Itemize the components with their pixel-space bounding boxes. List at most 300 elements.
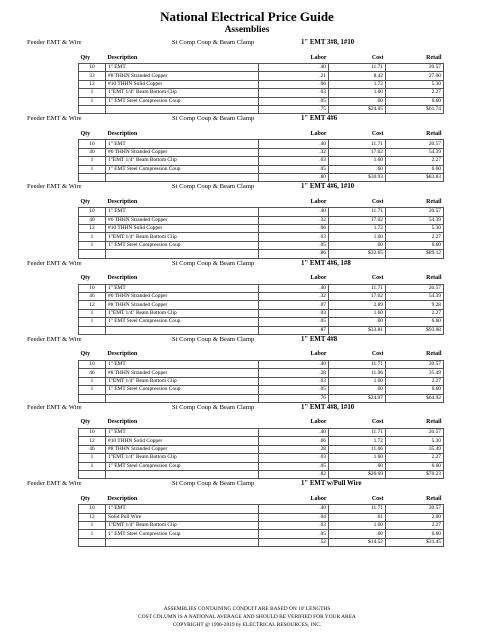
table-header-row: [79, 418, 444, 429]
total-labor: .76: [259, 394, 329, 402]
table-row: [79, 360, 444, 368]
table-header-row: [79, 129, 444, 140]
cell-labor: .07: [259, 301, 329, 309]
cell-description: 1" EMT Steel Compression Coup: [106, 165, 259, 173]
cell-qty: 10: [79, 64, 106, 72]
cell-qty: 10: [79, 428, 106, 436]
section-assembly-name: 1" EMT w/Pull Wire: [301, 480, 362, 488]
cell-qty: 1: [79, 318, 106, 326]
cell-cost: 11.06: [329, 445, 386, 453]
assembly-section: [0, 38, 494, 114]
table-row: [79, 80, 444, 88]
table-row: [79, 140, 444, 148]
total-row: [79, 470, 444, 478]
section-category: Feeder EMT & Wire: [27, 39, 82, 46]
cell-cost: 11.71: [329, 64, 386, 72]
total-labor: .87: [259, 326, 329, 334]
cell-qty: 1: [79, 241, 106, 249]
cell-qty: 12: [79, 80, 106, 88]
table-header-row: [79, 350, 444, 361]
cell-labor: .05: [259, 530, 329, 538]
section-header: [0, 479, 494, 490]
total-labor: .82: [259, 470, 329, 478]
cell-qty: 1: [79, 97, 106, 105]
column-header-cost: Cost: [371, 130, 384, 137]
table-row: [79, 530, 444, 538]
total-spacer: [106, 105, 259, 113]
cell-labor: .28: [259, 369, 329, 377]
total-row: [79, 326, 444, 334]
cell-qty: 12: [79, 301, 106, 309]
section-assembly-name: 1" EMT 4#8, 1#10: [301, 403, 355, 411]
table-row: [79, 445, 444, 453]
cell-retail: 2.27: [386, 309, 444, 317]
cell-retail: 2.27: [386, 89, 444, 97]
table-row: [79, 293, 444, 301]
column-header-labor: Labor: [310, 419, 327, 426]
cell-qty: 10: [79, 505, 106, 513]
assembly-table: [78, 494, 444, 547]
cell-cost: 1.72: [329, 437, 386, 445]
section-assembly-name: 1" EMT 3#8, 1#10: [301, 39, 355, 46]
cell-retail: 27.00: [386, 72, 444, 80]
cell-retail: 2.00: [386, 513, 444, 521]
cell-cost: 1.60: [329, 157, 386, 165]
total-spacer: [79, 470, 106, 478]
cell-labor: .28: [259, 445, 329, 453]
cell-cost: 11.71: [329, 140, 386, 148]
cell-description: 1"EMT 1/4" Beam Bottom Clip: [106, 309, 259, 317]
cell-qty: 46: [79, 445, 106, 453]
total-row: [79, 250, 444, 258]
assembly-section: [0, 479, 494, 547]
cell-labor: .06: [259, 225, 329, 233]
total-spacer: [79, 394, 106, 402]
total-spacer: [106, 538, 259, 546]
cell-retail: 20.57: [386, 428, 444, 436]
cell-description: 1" EMT: [106, 284, 259, 292]
cell-labor: .32: [259, 148, 329, 156]
section-category: Feeder EMT & Wire: [27, 403, 82, 411]
column-header-retail: Retail: [426, 54, 442, 61]
column-header-retail: Retail: [426, 495, 442, 502]
cell-cost: 11.71: [329, 505, 386, 513]
cell-cost: 8.42: [329, 72, 386, 80]
cell-labor: .21: [259, 72, 329, 80]
cell-labor: .40: [259, 208, 329, 216]
total-retail: $61.74: [386, 105, 444, 113]
cell-qty: 1: [79, 462, 106, 470]
cell-retail: 5.30: [386, 437, 444, 445]
cell-retail: 6.60: [386, 241, 444, 249]
cell-labor: .05: [259, 462, 329, 470]
assembly-table: [78, 129, 444, 182]
total-spacer: [79, 326, 106, 334]
column-header-qty: Qty: [80, 495, 91, 502]
cell-description: 1" EMT: [106, 64, 259, 72]
cell-qty: 46: [79, 369, 106, 377]
cell-qty: 10: [79, 284, 106, 292]
assembly-table: [78, 350, 444, 403]
table-row: [79, 97, 444, 105]
section-header: [0, 403, 494, 414]
cell-retail: 6.60: [386, 318, 444, 326]
cell-qty: 12: [79, 513, 106, 521]
column-header-qty: Qty: [80, 130, 91, 137]
cell-qty: 1: [79, 165, 106, 173]
cell-description: 1"EMT 1/4" Beam Bottom Clip: [106, 89, 259, 97]
cell-retail: 20.57: [386, 505, 444, 513]
cell-qty: 1: [79, 454, 106, 462]
cell-description: #8 THHN Stranded Copper: [106, 301, 259, 309]
cell-cost: 1.60: [329, 233, 386, 241]
cell-labor: .03: [259, 377, 329, 385]
cell-description: 1" EMT: [106, 360, 259, 368]
table-row: [79, 522, 444, 530]
cell-description: #10 THHN Solid Copper: [106, 80, 259, 88]
table-row: [79, 454, 444, 462]
section-fitting: St Comp Coup & Beam Clamp: [172, 39, 255, 46]
cell-cost: 1.72: [329, 225, 386, 233]
cell-retail: 20.57: [386, 360, 444, 368]
section-category: Feeder EMT & Wire: [27, 480, 82, 488]
cell-cost: .61: [329, 513, 386, 521]
cell-retail: 54.39: [386, 293, 444, 301]
cell-qty: 46: [79, 293, 106, 301]
total-retail: $70.23: [386, 470, 444, 478]
cell-cost: 1.60: [329, 522, 386, 530]
section-header: [0, 259, 494, 270]
cell-cost: 11.06: [329, 369, 386, 377]
table-row: [79, 505, 444, 513]
cell-labor: .40: [259, 360, 329, 368]
cell-retail: 2.27: [386, 522, 444, 530]
table-header-row: [79, 494, 444, 505]
cell-description: #10 THHN Solid Copper: [106, 437, 259, 445]
cell-description: #6 THHN Stranded Copper: [106, 148, 259, 156]
footer-note-lengths: ASSEMBLIES CONTAINING CONDUIT ARE BASED ON 10' LENGTHS: [163, 606, 331, 612]
cell-description: 1"EMT 1/4" Beam Bottom Clip: [106, 377, 259, 385]
table-row: [79, 165, 444, 173]
cell-description: 1" EMT Steel Compression Coup: [106, 318, 259, 326]
cell-labor: .04: [259, 513, 329, 521]
section-fitting: St Comp Coup & Beam Clamp: [172, 259, 255, 267]
column-header-cost: Cost: [371, 275, 384, 282]
section-category: Feeder EMT & Wire: [27, 115, 82, 123]
total-cost: $24.05: [329, 105, 386, 113]
cell-cost: 17.02: [329, 293, 386, 301]
column-header-labor: Labor: [310, 275, 327, 282]
cell-labor: .40: [259, 64, 329, 72]
cell-retail: 35.49: [386, 445, 444, 453]
total-spacer: [106, 394, 259, 402]
table-row: [79, 284, 444, 292]
total-spacer: [79, 538, 106, 546]
cell-qty: 1: [79, 530, 106, 538]
cell-description: 1" EMT Steel Compression Coup: [106, 97, 259, 105]
cell-cost: .60: [329, 241, 386, 249]
column-header-qty: Qty: [80, 351, 91, 358]
cell-description: 1" EMT: [106, 140, 259, 148]
column-header-cost: Cost: [371, 351, 384, 358]
cell-retail: 20.57: [386, 64, 444, 72]
total-spacer: [79, 105, 106, 113]
total-row: [79, 105, 444, 113]
table-row: [79, 301, 444, 309]
cell-cost: .60: [329, 462, 386, 470]
cell-cost: .60: [329, 318, 386, 326]
cell-labor: .40: [259, 505, 329, 513]
cell-qty: 40: [79, 216, 106, 224]
column-header-description: Description: [107, 495, 138, 502]
table-row: [79, 386, 444, 394]
cell-retail: 20.57: [386, 208, 444, 216]
cell-qty: 1: [79, 377, 106, 385]
table-row: [79, 241, 444, 249]
cell-qty: 12: [79, 437, 106, 445]
assembly-sections: [0, 38, 494, 547]
section-assembly-name: 1" EMT 4#8: [301, 335, 338, 343]
column-header-description: Description: [107, 351, 138, 358]
cell-labor: .03: [259, 157, 329, 165]
footer-copyright: COPYRIGHT @ 1996-2019 by ELECTRICAL RESOURCES, INC.: [172, 622, 322, 628]
cell-labor: .40: [259, 140, 329, 148]
assembly-section: [0, 182, 494, 258]
table-row: [79, 513, 444, 521]
table-row: [79, 208, 444, 216]
total-cost: $14.52: [329, 538, 386, 546]
section-header: [0, 335, 494, 346]
section-fitting: St Comp Coup & Beam Clamp: [172, 115, 255, 123]
cell-retail: 2.27: [386, 157, 444, 165]
section-header: [0, 182, 494, 193]
cell-cost: .60: [329, 530, 386, 538]
column-header-qty: Qty: [80, 54, 91, 61]
total-labor: .52: [259, 538, 329, 546]
column-header-description: Description: [107, 54, 138, 61]
cell-description: #10 THHN Solid Copper: [106, 225, 259, 233]
table-row: [79, 225, 444, 233]
total-cost: $32.65: [329, 250, 386, 258]
total-retail: $31.45: [386, 538, 444, 546]
cell-description: 1" EMT: [106, 428, 259, 436]
total-row: [79, 173, 444, 181]
cell-description: 1" EMT Steel Compression Coup: [106, 386, 259, 394]
table-row: [79, 309, 444, 317]
table-row: [79, 89, 444, 97]
column-header-labor: Labor: [310, 495, 327, 502]
cell-labor: .03: [259, 89, 329, 97]
total-spacer: [79, 250, 106, 258]
column-header-labor: Labor: [310, 54, 327, 61]
cell-qty: 1: [79, 89, 106, 97]
assembly-table: [78, 418, 444, 479]
column-header-cost: Cost: [371, 54, 384, 61]
cell-cost: 1.72: [329, 80, 386, 88]
column-header-qty: Qty: [80, 275, 91, 282]
footer-note-cost: COST COLUMN IS A NATIONAL AVERAGE AND SHOULD BE VERIFIED FOR YOUR AREA: [138, 614, 356, 620]
cell-labor: .05: [259, 97, 329, 105]
cell-cost: 1.60: [329, 309, 386, 317]
cell-retail: 6.60: [386, 530, 444, 538]
assembly-table: [78, 53, 444, 114]
cell-labor: .05: [259, 165, 329, 173]
cell-description: #6 THHN Stranded Copper: [106, 216, 259, 224]
table-row: [79, 462, 444, 470]
cell-description: 1"EMT 1/4" Beam Bottom Clip: [106, 157, 259, 165]
page-title: National Electrical Price Guide: [160, 9, 334, 24]
cell-cost: 11.71: [329, 428, 386, 436]
cell-cost: .60: [329, 97, 386, 105]
table-row: [79, 369, 444, 377]
table-row: [79, 437, 444, 445]
cell-qty: 40: [79, 148, 106, 156]
cell-cost: .60: [329, 386, 386, 394]
section-category: Feeder EMT & Wire: [27, 259, 82, 267]
section-assembly-name: 1" EMT 4#6, 1#8: [301, 259, 351, 267]
total-labor: .80: [259, 173, 329, 181]
cell-qty: 1: [79, 309, 106, 317]
cell-retail: 5.30: [386, 225, 444, 233]
cell-labor: .03: [259, 233, 329, 241]
cell-retail: 2.27: [386, 233, 444, 241]
cell-cost: 17.02: [329, 148, 386, 156]
column-header-labor: Labor: [310, 130, 327, 137]
cell-qty: 1: [79, 522, 106, 530]
total-row: [79, 394, 444, 402]
total-retail: $89.12: [386, 250, 444, 258]
cell-retail: 9.28: [386, 301, 444, 309]
column-header-labor: Labor: [310, 198, 327, 205]
cell-retail: 6.60: [386, 462, 444, 470]
table-header-row: [79, 197, 444, 208]
cell-cost: 1.60: [329, 377, 386, 385]
column-header-retail: Retail: [426, 351, 442, 358]
cell-labor: .06: [259, 80, 329, 88]
cell-labor: .05: [259, 318, 329, 326]
cell-retail: 54.39: [386, 148, 444, 156]
column-header-cost: Cost: [371, 419, 384, 426]
cell-description: 1" EMT Steel Compression Coup: [106, 530, 259, 538]
column-header-qty: Qty: [80, 198, 91, 205]
table-row: [79, 233, 444, 241]
cell-description: 1" EMT: [106, 505, 259, 513]
cell-labor: .03: [259, 522, 329, 530]
column-header-description: Description: [107, 419, 138, 426]
table-header-row: [79, 274, 444, 285]
cell-retail: 6.60: [386, 165, 444, 173]
column-header-cost: Cost: [371, 198, 384, 205]
total-spacer: [106, 326, 259, 334]
total-spacer: [106, 250, 259, 258]
table-header-row: [79, 53, 444, 64]
table-row: [79, 64, 444, 72]
cell-cost: 11.71: [329, 360, 386, 368]
column-header-retail: Retail: [426, 130, 442, 137]
cell-description: Solid Pull Wire: [106, 513, 259, 521]
table-row: [79, 148, 444, 156]
total-cost: $26.69: [329, 470, 386, 478]
section-header: [0, 38, 494, 49]
cell-description: #8 THHN Stranded Copper: [106, 445, 259, 453]
cell-labor: .03: [259, 309, 329, 317]
cell-labor: .03: [259, 454, 329, 462]
column-header-description: Description: [107, 198, 138, 205]
section-header: [0, 114, 494, 125]
cell-cost: 17.02: [329, 216, 386, 224]
table-row: [79, 216, 444, 224]
total-cost: $33.81: [329, 326, 386, 334]
assembly-section: [0, 259, 494, 335]
total-cost: $30.93: [329, 173, 386, 181]
cell-qty: 10: [79, 208, 106, 216]
cell-cost: 1.60: [329, 89, 386, 97]
total-cost: $24.97: [329, 394, 386, 402]
cell-labor: .32: [259, 293, 329, 301]
cell-retail: 2.27: [386, 454, 444, 462]
cell-labor: .06: [259, 437, 329, 445]
cell-qty: 12: [79, 225, 106, 233]
section-category: Feeder EMT & Wire: [27, 335, 82, 343]
total-spacer: [106, 173, 259, 181]
cell-labor: .05: [259, 386, 329, 394]
column-header-retail: Retail: [426, 419, 442, 426]
total-labor: .86: [259, 250, 329, 258]
total-labor: .75: [259, 105, 329, 113]
table-row: [79, 72, 444, 80]
cell-qty: 33: [79, 72, 106, 80]
section-fitting: St Comp Coup & Beam Clamp: [172, 480, 255, 488]
cell-description: 1"EMT 1/4" Beam Bottom Clip: [106, 454, 259, 462]
cell-description: #6 THHN Stranded Copper: [106, 293, 259, 301]
section-assembly-name: 1" EMT 4#6: [301, 115, 338, 123]
column-header-qty: Qty: [80, 419, 91, 426]
table-row: [79, 377, 444, 385]
cell-labor: .05: [259, 241, 329, 249]
cell-retail: 54.39: [386, 216, 444, 224]
assembly-table: [78, 197, 444, 258]
section-fitting: St Comp Coup & Beam Clamp: [172, 335, 255, 343]
cell-labor: .40: [259, 428, 329, 436]
page-subtitle: Assemblies: [224, 25, 270, 35]
column-header-description: Description: [107, 275, 138, 282]
cell-retail: 35.49: [386, 369, 444, 377]
section-category: Feeder EMT & Wire: [27, 183, 82, 191]
total-retail: $83.83: [386, 173, 444, 181]
column-header-retail: Retail: [426, 198, 442, 205]
cell-retail: 20.57: [386, 284, 444, 292]
cell-cost: 2.89: [329, 301, 386, 309]
assembly-section: [0, 114, 494, 182]
column-header-description: Description: [107, 130, 138, 137]
cell-cost: 1.60: [329, 454, 386, 462]
column-header-cost: Cost: [371, 495, 384, 502]
cell-description: 1"EMT 1/4" Beam Bottom Clip: [106, 522, 259, 530]
cell-qty: 1: [79, 233, 106, 241]
cell-cost: 11.71: [329, 284, 386, 292]
total-row: [79, 538, 444, 546]
cell-retail: 20.57: [386, 140, 444, 148]
cell-qty: 10: [79, 360, 106, 368]
cell-description: #8 THHN Stranded Copper: [106, 72, 259, 80]
total-spacer: [79, 173, 106, 181]
total-retail: $64.92: [386, 394, 444, 402]
assembly-section: [0, 403, 494, 479]
section-assembly-name: 1" EMT 4#6, 1#10: [301, 183, 355, 191]
cell-description: 1" EMT: [106, 208, 259, 216]
cell-description: 1" EMT Steel Compression Coup: [106, 241, 259, 249]
table-row: [79, 157, 444, 165]
